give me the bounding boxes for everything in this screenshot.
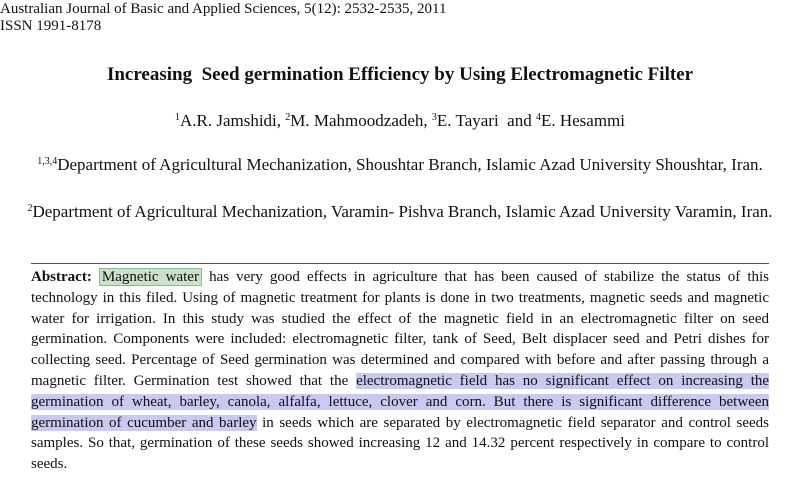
affiliation-2-sup: 2	[27, 203, 33, 214]
author-3-name: E. Tayari and	[436, 111, 532, 130]
author-2-sup: 2	[285, 112, 291, 123]
abstract-text-part-2: in seeds which are separated by electromagnetic field separator and control seeds samples. So that, germination of these seeds showed increasing 12 and 14.32 percent respectively in compare to control seeds.	[31, 414, 769, 473]
highlight-magnetic-water[interactable]: Magnetic water	[99, 268, 202, 286]
author-2-name: M. Mahmoodzadeh,	[290, 111, 428, 130]
author-4-name: E. Hesammi	[540, 111, 626, 130]
abstract-text-part-1: has very good effects in agriculture that has been caused of stabilize the status of this technology in this filed. Using of magnetic treatment for plants is done in two treatments, magnetic seeds and magnetic water for irrigation. In this study was studied the effect of the magnetic field in an electromagnetic filter on seed germination. Components were included: electromagnetic filter, tank of Seed, Belt displacer seed and Petri dishes for collecting seed. Percentage of Seed germination was determined and compared with before and after passing through a magnetic filter. Germination test showed that the	[31, 269, 770, 389]
affiliation-2-text: Department of Agricultural Mechanization, Varamin- Pishva Branch, Islamic Azad University Varamin, Iran.	[32, 202, 773, 221]
affiliation-1-sup: 1,3,4	[37, 156, 58, 167]
abstract-paragraph	[31, 267, 769, 475]
abstract-divider	[31, 263, 769, 264]
affiliation-1-text: Department of Agricultural Mechanization, Shoushtar Branch, Islamic Azad University Shoushtar, Iran.	[57, 155, 763, 174]
author-3-sup: 3	[431, 112, 437, 123]
author-list	[0, 109, 800, 133]
author-4-sup: 4	[535, 112, 541, 123]
issn-line: ISSN 1991-8178	[0, 18, 102, 34]
paper-title: Increasing Seed germination Efficiency by Using Electromagnetic Filter	[106, 64, 694, 85]
abstract-label: Abstract:	[31, 269, 92, 285]
author-1-sup: 1	[174, 112, 180, 123]
affiliation-1	[0, 153, 800, 177]
affiliation-2	[0, 200, 800, 224]
highlight-significance-finding[interactable]: electromagnetic field has no significant effect on increasing the germination of wheat, barley, canola, alfalfa, lettuce, clover and corn. But there is significant difference between germination of cucumber and barley	[31, 372, 770, 431]
author-1-name: A.R. Jamshidi,	[179, 111, 282, 130]
journal-reference: Australian Journal of Basic and Applied Sciences, 5(12): 2532-2535, 2011	[0, 1, 447, 17]
